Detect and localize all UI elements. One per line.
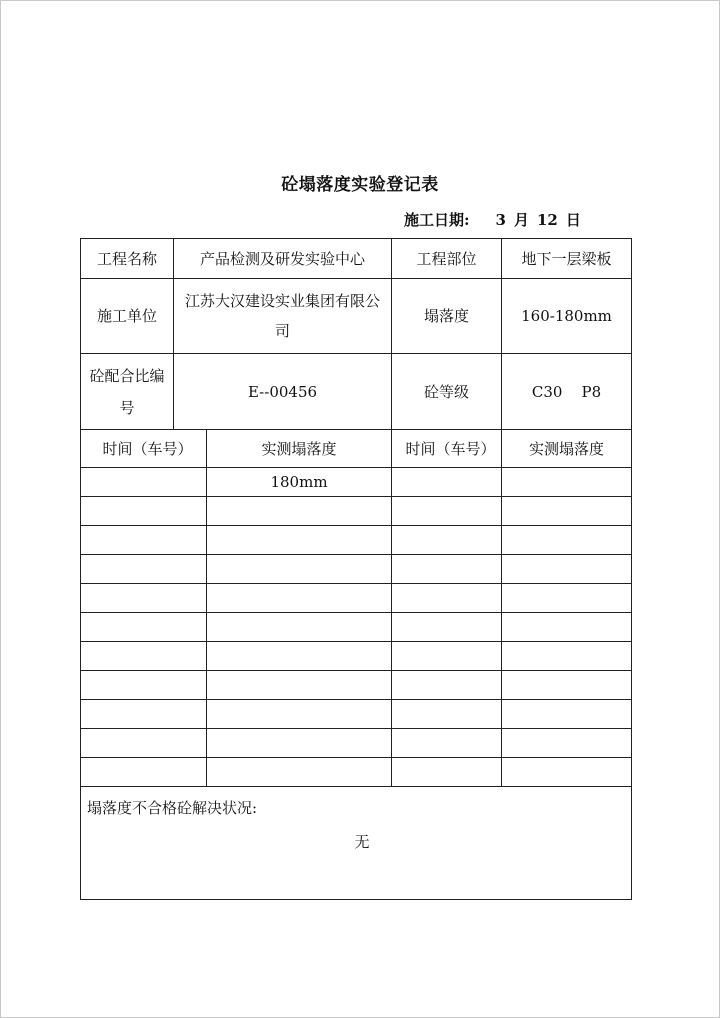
record-slump-2 [502,555,632,584]
record-time-2 [392,526,502,555]
records-header-row [81,430,632,468]
contractor-value: 江苏大汉建设实业集团有限公司 [174,279,392,354]
construction-date [404,209,581,230]
record-slump-1 [207,671,392,700]
record-time-1 [81,758,207,787]
table-row [81,526,632,555]
record-slump-2 [502,497,632,526]
record-time-2 [392,584,502,613]
record-time-1 [81,700,207,729]
record-time-1 [81,584,207,613]
slump-record-table [80,238,632,900]
handling-label: 塌落度不合格砼解决状况: [87,799,258,817]
record-slump-2 [502,468,632,497]
date-month-unit: 月 [513,211,529,229]
record-time-2 [392,758,502,787]
record-slump-2 [502,700,632,729]
record-time-2 [392,642,502,671]
date-label: 施工日期: [404,211,470,229]
slump-spec-value: 160-180mm [502,279,632,354]
record-slump-2 [502,758,632,787]
record-time-1 [81,497,207,526]
record-time-1 [81,555,207,584]
record-slump-2 [502,526,632,555]
table-row [81,642,632,671]
record-time-1 [81,526,207,555]
table-row [81,555,632,584]
slump-spec-label: 塌落度 [392,279,502,354]
grade-value: C30 P8 [502,354,632,430]
record-slump-1 [207,584,392,613]
info-row-project [81,239,632,279]
project-name-label: 工程名称 [81,239,174,279]
record-time-2 [392,497,502,526]
record-time-1 [81,729,207,758]
table-row [81,468,632,497]
project-part-value: 地下一层梁板 [502,239,632,279]
table-row [81,700,632,729]
table-row [81,671,632,700]
record-slump-2 [502,642,632,671]
project-part-label: 工程部位 [392,239,502,279]
record-slump-1 [207,700,392,729]
record-time-2 [392,555,502,584]
record-time-2 [392,729,502,758]
record-time-1 [81,642,207,671]
info-row-contractor [81,279,632,354]
record-time-1 [81,468,207,497]
date-day: 12 [537,211,558,229]
record-slump-1: 180mm [207,468,392,497]
record-slump-1 [207,613,392,642]
record-slump-2 [502,584,632,613]
handling-cell [81,787,632,900]
record-time-2 [392,700,502,729]
col-header-slump-1: 实测塌落度 [207,430,392,468]
table-row [81,729,632,758]
contractor-label: 施工单位 [81,279,174,354]
date-day-unit: 日 [565,211,581,229]
handling-row [81,787,632,900]
record-slump-1 [207,758,392,787]
table-row [81,584,632,613]
document-title: 砼塌落度实验登记表 [281,175,439,195]
project-name-value: 产品检测及研发实验中心 [174,239,392,279]
record-slump-1 [207,729,392,758]
record-slump-1 [207,555,392,584]
record-slump-2 [502,729,632,758]
handling-value: 无 [354,833,370,851]
record-slump-1 [207,642,392,671]
mix-no-label: 砼配合比编号 [81,354,174,430]
record-time-2 [392,613,502,642]
record-slump-1 [207,526,392,555]
date-month: 3 [495,211,506,229]
col-header-time-1: 时间（车号） [81,430,207,468]
table-row [81,613,632,642]
record-time-1 [81,613,207,642]
col-header-time-2: 时间（车号） [392,430,502,468]
record-slump-2 [502,671,632,700]
record-time-2 [392,468,502,497]
table-row [81,497,632,526]
record-time-2 [392,671,502,700]
grade-label: 砼等级 [392,354,502,430]
col-header-slump-2: 实测塌落度 [502,430,632,468]
record-slump-1 [207,497,392,526]
table-row [81,758,632,787]
mix-no-value: E--00456 [174,354,392,430]
record-time-1 [81,671,207,700]
info-row-mix [81,354,632,430]
record-slump-2 [502,613,632,642]
